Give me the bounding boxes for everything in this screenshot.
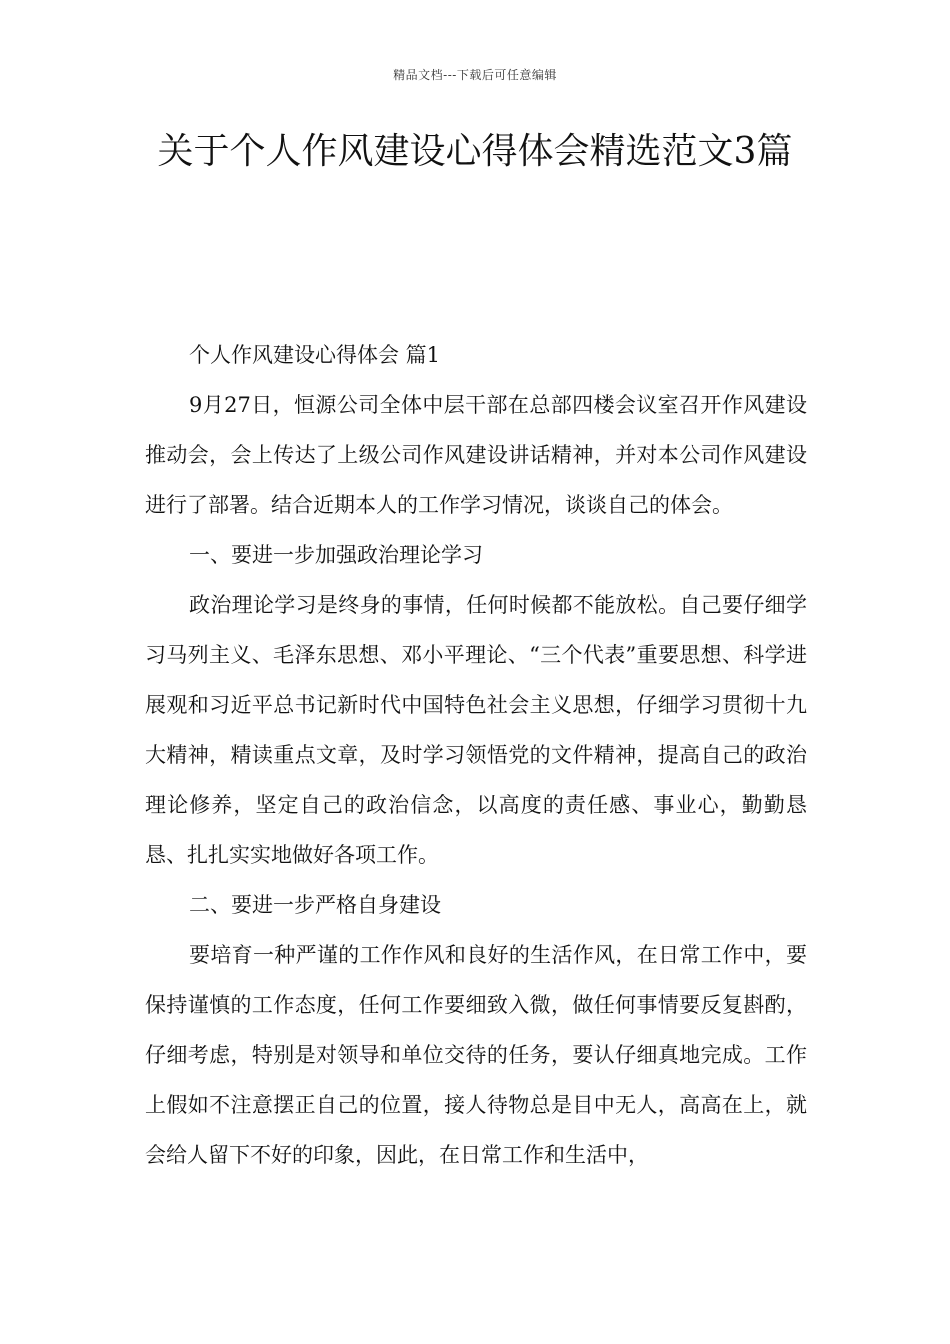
body-paragraph-intro: 9月27日，恒源公司全体中层干部在总部四楼会议室召开作风建设推动会，会上传达了上级公司作风建设讲话精神，并对本公司作风建设进行了部署。结合近期本人的工作学习情况，谈谈自己的体会。 bbox=[145, 393, 807, 517]
body-paragraph-self-discipline: 要培育一种严谨的工作作风和良好的生活作风，在日常工作中，要保持谨慎的工作态度，任何工作要细致入微，做任何事情要反复斟酌，仔细考虑，特别是对领导和单位交待的任务，要认仔细真地完成。工作上假如不注意摆正自己的位置，接人待物总是目中无人，高高在上，就会给人留下不好的印象，因此，在日常工作和生活中， bbox=[145, 943, 807, 1167]
document-body bbox=[145, 330, 807, 1180]
document-title: 关于个人作风建设心得体会精选范文3篇 bbox=[157, 131, 793, 172]
section-heading-politics: 一、要进一步加强政治理论学习 bbox=[189, 543, 483, 567]
body-paragraph-politics: 政治理论学习是终身的事情，任何时候都不能放松。自己要仔细学习马列主义、毛泽东思想、邓小平理论、“三个代表”重要思想、科学进展观和习近平总书记新时代中国特色社会主义思想，仔细学习贯彻十九大精神，精读重点文章，及时学习领悟党的文件精神，提高自己的政治理论修养，坚定自己的政治信念，以高度的责任感、事业心，勤勤恳恳、扎扎实实地做好各项工作。 bbox=[145, 593, 807, 867]
header-note: 精品文档---下载后可任意编辑 bbox=[393, 68, 557, 82]
section-heading-self-discipline: 二、要进一步严格自身建设 bbox=[189, 893, 441, 917]
section-heading-1: 个人作风建设心得体会 篇1 bbox=[189, 343, 441, 367]
